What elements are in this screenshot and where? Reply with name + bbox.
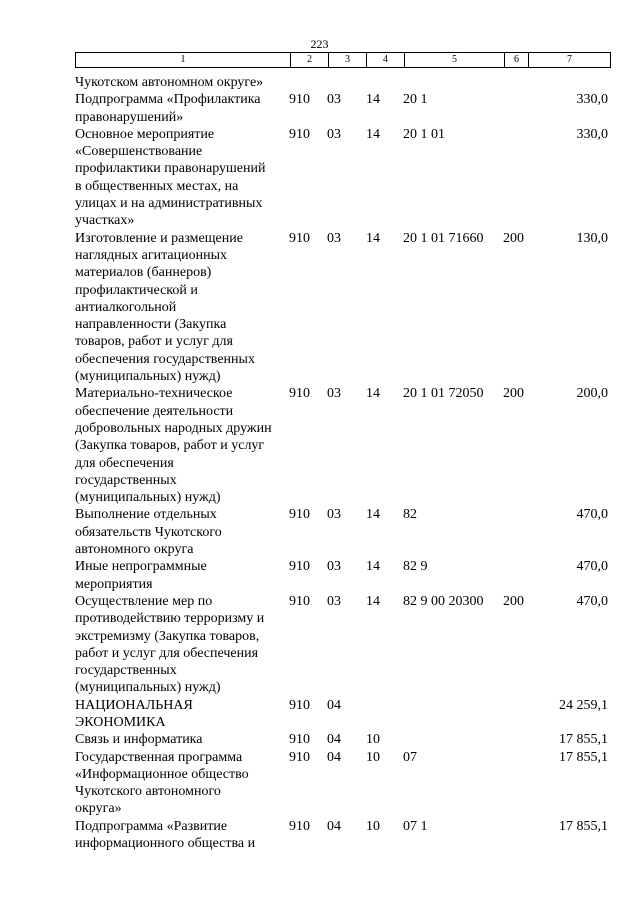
description-line: направленности (Закупка [75,317,227,333]
row-description [75,731,290,748]
ministry-code: 910 [289,230,310,246]
description-line: Чукотского автономного [75,784,221,800]
description-line: обеспечение деятельности [75,403,234,419]
description-line: (муниципальных) нужд) [75,680,221,696]
column-header-2: 2 [291,53,329,68]
subsection-code: 10 [366,818,380,834]
section-code: 03 [327,126,341,142]
budget-table-body [75,74,610,852]
row-description [75,558,290,593]
description-line: обеспечения государственных [75,351,255,367]
description-line: Материально-техническое [75,386,233,402]
amount: 24 259,1 [559,697,608,713]
description-line: Основное мероприятие [75,126,215,142]
ministry-code: 910 [289,126,310,142]
amount: 330,0 [576,126,608,142]
description-line: в общественных местах, на [75,178,239,194]
column-header-3: 3 [329,53,367,68]
amount: 330,0 [576,92,608,108]
description-line: автономного округа [75,542,194,558]
description-line: (муниципальных) нужд) [75,369,221,385]
ministry-code: 910 [289,732,310,748]
section-code: 03 [327,507,341,523]
subsection-code: 14 [366,593,380,609]
description-line: Иные непрограммные [75,559,207,575]
section-code: 03 [327,386,341,402]
subsection-code: 14 [366,126,380,142]
table-row [75,749,610,818]
row-description [75,230,290,386]
ministry-code: 910 [289,559,310,575]
description-line: Связь и информатика [75,732,203,748]
table-row [75,230,610,386]
section-code: 04 [327,732,341,748]
section-code: 04 [327,749,341,765]
target-article-code: 82 9 00 20300 [403,593,484,609]
description-line: Чукотском автономном округе» [75,75,264,90]
description-line: Выполнение отдельных [75,507,217,523]
target-article-code: 20 1 [403,92,428,108]
column-header-4: 4 [367,53,405,68]
target-article-code: 20 1 01 71660 [403,230,484,246]
description-line: работ и услуг для обеспечения [75,645,259,661]
description-line: Подпрограмма «Профилактика [75,92,261,108]
table-row [75,558,610,593]
description-line: улицах и на административных [75,196,263,212]
ministry-code: 910 [289,818,310,834]
amount: 470,0 [576,507,608,523]
subsection-code: 14 [366,386,380,402]
description-line: государственных [75,472,177,488]
table-row [75,126,610,230]
description-line: антиалкогольной [75,299,177,315]
section-code: 03 [327,230,341,246]
amount: 17 855,1 [559,749,608,765]
target-article-code: 20 1 01 [403,126,445,142]
row-description [75,749,290,818]
amount: 17 855,1 [559,732,608,748]
row-description [75,593,290,697]
amount: 470,0 [576,559,608,575]
section-code: 04 [327,818,341,834]
ministry-code: 910 [289,593,310,609]
table-row [75,385,610,506]
row-description [75,697,290,732]
description-line: округа» [75,801,122,817]
description-line: мероприятия [75,576,153,592]
subsection-code: 14 [366,507,380,523]
column-header-1: 1 [76,53,291,68]
description-line: «Совершенствование [75,144,203,160]
target-article-code: 07 1 [403,818,428,834]
target-article-code: 82 [403,507,417,523]
subsection-code: 14 [366,92,380,108]
section-code: 03 [327,559,341,575]
row-description [75,91,290,126]
description-line: экстремизму (Закупка товаров, [75,628,260,644]
description-line: ЭКОНОМИКА [75,714,166,730]
ministry-code: 910 [289,697,310,713]
description-line: правонарушений» [75,109,184,125]
section-code: 03 [327,92,341,108]
expense-type-code: 200 [503,593,524,609]
section-code: 04 [327,697,341,713]
row-description [75,506,290,558]
description-line: информационного общества и [75,836,256,852]
row-description [75,385,290,506]
subsection-code: 14 [366,559,380,575]
ministry-code: 910 [289,507,310,523]
column-header-7: 7 [529,53,611,68]
description-line: НАЦИОНАЛЬНАЯ [75,697,193,713]
target-article-code: 82 9 [403,559,428,575]
ministry-code: 910 [289,92,310,108]
description-line: противодействию терроризму и [75,611,265,627]
target-article-code: 07 [403,749,417,765]
column-header-6: 6 [505,53,529,68]
description-line: (Закупка товаров, работ и услуг [75,438,265,454]
description-line: государственных [75,663,177,679]
description-line: «Информационное общество [75,766,249,782]
expense-type-code: 200 [503,386,524,402]
description-line: материалов (баннеров) [75,265,212,281]
row-description [75,126,290,230]
description-line: обязательств Чукотского [75,524,222,540]
page-number: 223 [310,37,329,51]
target-article-code: 20 1 01 72050 [403,386,484,402]
description-line: (муниципальных) нужд) [75,490,221,506]
row-description [75,818,290,853]
description-line: для обеспечения [75,455,174,471]
amount: 200,0 [576,386,608,402]
subsection-code: 14 [366,230,380,246]
row-description [75,74,290,91]
subsection-code: 10 [366,732,380,748]
expense-type-code: 200 [503,230,524,246]
table-row [75,74,610,91]
table-row [75,731,610,748]
description-line: участках» [75,213,135,229]
amount: 17 855,1 [559,818,608,834]
description-line: профилактической и [75,282,198,298]
amount: 470,0 [576,593,608,609]
table-row [75,506,610,558]
description-line: Осуществление мер по [75,593,213,609]
section-code: 03 [327,593,341,609]
table-row [75,697,610,732]
description-line: Изготовление и размещение [75,230,243,246]
table-row [75,91,610,126]
column-header-5: 5 [405,53,505,68]
description-line: Подпрограмма «Развитие [75,818,228,834]
column-header-table [75,52,611,68]
ministry-code: 910 [289,386,310,402]
description-line: добровольных народных дружин [75,420,272,436]
description-line: наглядных агитационных [75,247,228,263]
table-row [75,593,610,697]
subsection-code: 10 [366,749,380,765]
description-line: профилактики правонарушений [75,161,266,177]
amount: 130,0 [576,230,608,246]
description-line: товаров, работ и услуг для [75,334,233,350]
table-row [75,818,610,853]
ministry-code: 910 [289,749,310,765]
description-line: Государственная программа [75,749,243,765]
